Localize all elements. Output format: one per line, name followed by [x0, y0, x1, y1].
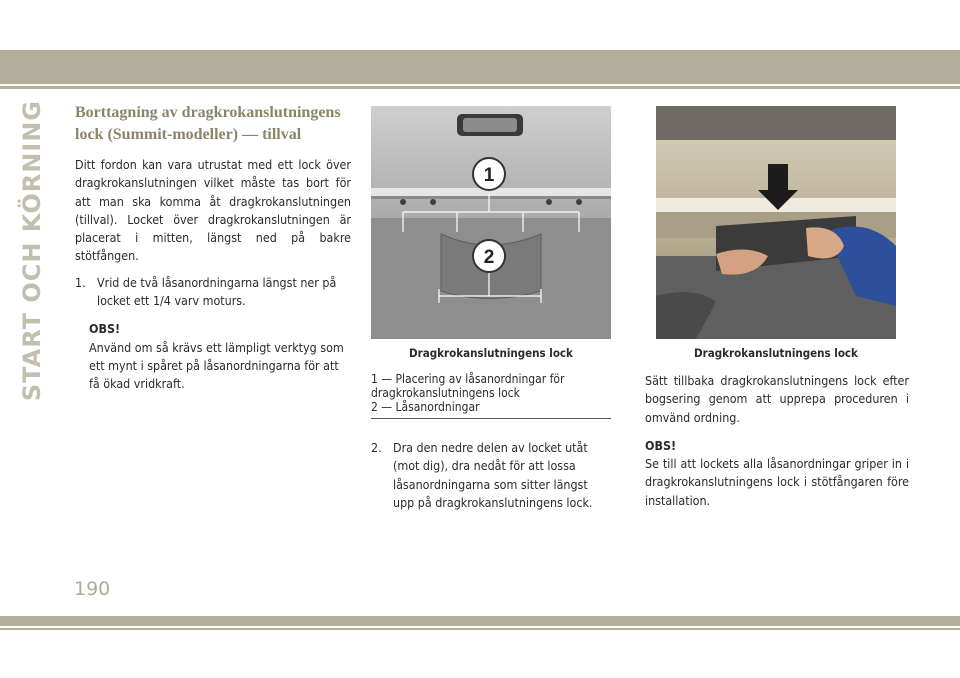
page-number: 190 [74, 578, 111, 600]
callout-1: 1 [483, 165, 495, 186]
note-2 [645, 437, 909, 510]
step-1-text: Vrid de två låsanordningarna längst ner på locket ett 1/4 varv moturs. [97, 274, 337, 309]
reinstall-paragraph: Sätt tillbaka dragkrokanslutningens lock efter bogsering genom att upprepa proceduren i omvänd ordning. [645, 373, 909, 425]
figure-2-caption: Dragkrokanslutningens lock [694, 346, 858, 360]
note-2-text: Se till att lockets alla låsanordningar griper in i dragkrokanslutningens lock i stötfångaren före installation. [645, 456, 909, 508]
figure-1-image [371, 106, 611, 339]
header-band [0, 50, 960, 84]
header-rule [0, 86, 960, 89]
figure-1-legend [371, 372, 611, 419]
text-column-1 [75, 102, 351, 394]
footer-rule [0, 628, 960, 630]
bumper-lock-illustration [371, 106, 611, 339]
note-1-text: Använd om så krävs ett lämpligt verktyg som ett mynt i spåret på låsanordningarna för att få ökad vridkraft. [89, 339, 344, 392]
footer-band [0, 616, 960, 626]
intro-paragraph: Ditt fordon kan vara utrustat med ett lock över dragkrokanslutningen vilket måste tas bort för att man ska komma åt dragkrokanslutningen (tillval). Locket över dragkrokanslutningen är placerat i mitten, längst ned på bakre stötfången. [75, 157, 351, 264]
legend-item-1: 1 — Placering av låsanordningar för dragkrokanslutningens lock [371, 372, 565, 400]
figure-2-image [656, 106, 896, 339]
legend-item-2: 2 — Låsanordningar [371, 400, 480, 414]
step-1 [75, 274, 351, 311]
step-2-text: Dra den nedre delen av locket utåt (mot dig), dra nedåt för att lossa låsanordningarna som sitter längst upp på dragkrokanslutningens lock. [393, 440, 593, 510]
callout-2: 2 [483, 247, 495, 268]
section-title-line-1: Borttagning av dragkrokanslutningens [75, 104, 341, 121]
cover-removal-photo [656, 106, 896, 339]
section-side-tab [14, 100, 50, 402]
figure-column-3 [645, 106, 909, 510]
section-side-tab-label: START OCH KÖRNING [18, 100, 46, 402]
section-title [75, 102, 351, 146]
section-title-line-2: lock (Summit-modeller) — tillval [75, 126, 302, 143]
step-1-number: 1. [75, 274, 86, 290]
figure-column-2 [371, 106, 611, 512]
figure-1-caption: Dragkrokanslutningens lock [409, 346, 573, 360]
note-2-title: OBS! [645, 437, 677, 453]
step-2-number: 2. [371, 440, 382, 455]
note-1-title: OBS! [89, 321, 121, 337]
step-2 [371, 439, 611, 512]
note-1 [75, 320, 351, 393]
